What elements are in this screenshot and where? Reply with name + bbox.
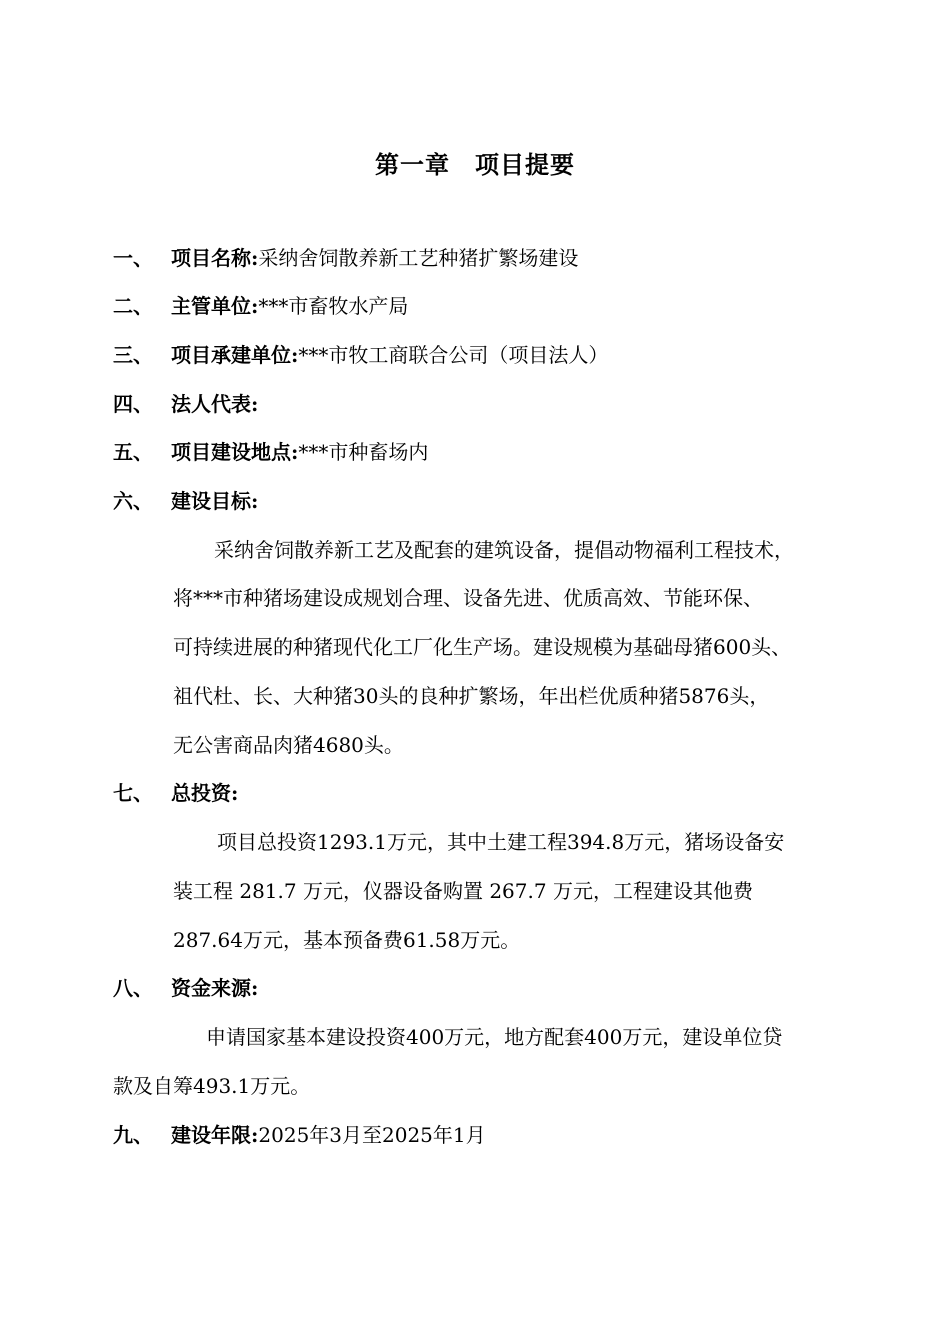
section-label: 资金来源: xyxy=(171,976,259,1000)
section-legal-rep xyxy=(113,388,258,420)
section-value: 2025年3月至2025年1月 xyxy=(258,1123,486,1147)
investment-line: 287.64万元，基本预备费61.58万元。 xyxy=(173,928,521,952)
goal-line: 采纳舍饲散养新工艺及配套的建筑设备，提倡动物福利工程技术， xyxy=(214,538,794,562)
section-value: ***市畜牧水产局 xyxy=(258,294,409,318)
section-label: 项目承建单位: xyxy=(171,343,299,367)
section-number: 六、 xyxy=(113,489,153,513)
section-funding xyxy=(113,972,258,1004)
goal-line: 祖代杜、长、大种猪30头的良种扩繁场，年出栏优质种猪5876头， xyxy=(173,684,770,708)
goal-line: 将***市种猪场建设成规划合理、设备先进、优质高效、节能环保、 xyxy=(173,586,763,610)
section-label: 法人代表: xyxy=(171,392,259,416)
section-number: 二、 xyxy=(113,294,153,318)
section-goal xyxy=(113,485,258,517)
section-value: ***市牧工商联合公司（项目法人） xyxy=(298,343,609,367)
section-number: 八、 xyxy=(113,976,153,1000)
section-label: 建设目标: xyxy=(171,489,259,513)
funding-line: 申请国家基本建设投资400万元，地方配套400万元，建设单位贷 xyxy=(206,1025,783,1049)
investment-line: 项目总投资1293.1万元，其中土建工程394.8万元，猪场设备安 xyxy=(217,830,785,854)
goal-line: 无公害商品肉猪4680头。 xyxy=(173,733,404,757)
section-number: 九、 xyxy=(113,1123,153,1147)
section-number: 三、 xyxy=(113,343,153,367)
section-number: 一、 xyxy=(113,246,153,270)
section-value: 采纳舍饲散养新工艺种猪扩繁场建设 xyxy=(258,246,579,270)
investment-line: 装工程 281.7 万元，仪器设备购置 267.7 万元，工程建设其他费 xyxy=(173,879,753,903)
section-label: 项目建设地点: xyxy=(171,440,299,464)
section-label: 主管单位: xyxy=(171,294,259,318)
section-number: 七、 xyxy=(113,781,153,805)
section-project-name xyxy=(113,242,578,274)
section-location xyxy=(113,436,428,468)
section-investment xyxy=(113,777,238,809)
section-value: ***市种畜场内 xyxy=(298,440,429,464)
goal-line: 可持续进展的种猪现代化工厂化生产场。建设规模为基础母猪600头、 xyxy=(173,635,792,659)
section-label: 总投资: xyxy=(171,781,239,805)
section-duration xyxy=(113,1119,486,1151)
section-number: 四、 xyxy=(113,392,153,416)
section-label: 项目名称: xyxy=(171,246,259,270)
section-contractor xyxy=(113,339,608,371)
section-number: 五、 xyxy=(113,440,153,464)
page-title: 第一章 项目提要 xyxy=(375,150,575,179)
section-label: 建设年限: xyxy=(171,1123,259,1147)
funding-line: 款及自筹493.1万元。 xyxy=(113,1074,311,1098)
section-supervisor xyxy=(113,290,408,322)
